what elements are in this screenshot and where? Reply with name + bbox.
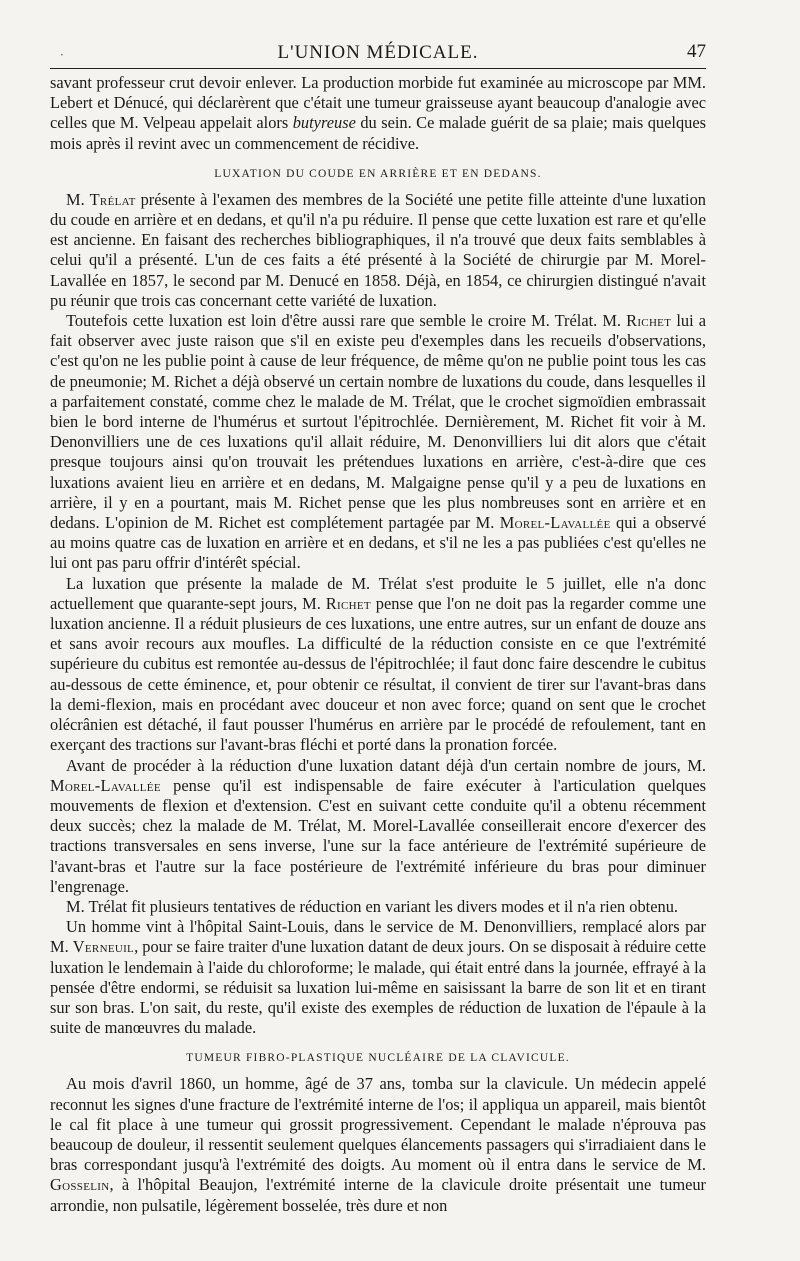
paragraph: Au mois d'avril 1860, un homme, âgé de 37 ans, tomba sur la clavicule. Un médecin appelé reconnut les signes d'une fracture de l'extrémité interne de l'os; il appliqua un appareil, mais bientôt le cal fit place à une tumeur qui grossit progressivement. Cependant le malade n'éprouva pas beaucoup de douleur, il ressentit seulement quelques élancements passagers qui s'irradiaient dans le bras correspondant jusqu'à l'extrémité des doigts. Au moment où il entra dans le service de M. Gosselin, à l'hôpital Beaujon, l'extrémité interne de la clavicule droite présentait une tumeur arrondie, non pulsatile, légèrement bosselée, très dure et non [50, 1074, 706, 1215]
paragraph: La luxation que présente la malade de M. Trélat s'est produite le 5 juillet, elle n'a donc actuellement que quarante-sept jours, M. Richet pense que l'on ne doit pas la regarder comme une luxation ancienne. Il a réduit plusieurs de ces luxations, une entre autres, sur un enfant de douze ans et sans avoir recours aux moufles. La difficulté de la réduction consiste en ce que l'extrémité supérieure du cubitus est remontée au-dessus de l'épitrochlée; il faut donc faire descendre le cubitus au-dessous de cette éminence, et, pour obtenir ce résultat, il convient de tirer sur l'avant-bras dans la demi-flexion, mais en procédant avec douceur et non avec force; quand on sent que le crochet olécrânien est détaché, il faut pousser l'humérus en arrière par le procédé de refoulement, tant en exerçant des tractions sur l'avant-bras fléchi et porté dans la pronation forcée. [50, 573, 706, 755]
section-heading-luxation: LUXATION DU COUDE EN ARRIÈRE ET EN DEDANS. [214, 167, 542, 180]
article-body [50, 73, 706, 1216]
running-header [50, 36, 706, 69]
journal-title: L'UNION MÉDICALE. [277, 42, 479, 63]
paragraph: savant professeur crut devoir enlever. La production morbide fut examinée au microscope par MM. Lebert et Dénucé, qui déclarèrent que c'était une tumeur graisseuse ayant beaucoup d'analogie avec celles que M. Velpeau appelait alors butyreuse du sein. Ce malade guérit de sa plaie; mais quelques mois après il revint avec un commencement de récidive. [50, 73, 706, 153]
paragraph: Avant de procéder à la réduction d'une luxation datant déjà d'un certain nombre de jours, M. Morel-Lavallée pense qu'il est indispensable de faire exécuter à l'articulation quelques mouvements de flexion et d'extension. C'est en suivant cette conduite qu'il a obtenu récemment deux succès; chez la malade de M. Trélat, M. Morel-Lavallée conseillerait encore d'exercer des tractions transversales en sens inverse, l'une sur la face antérieure de l'extrémité supérieure de l'avant-bras et l'autre sur la face postérieure de l'extrémité inférieure du bras pour diminuer l'engrenage. [50, 755, 706, 896]
paragraph: M. Trélat présente à l'examen des membres de la Société une petite fille atteinte d'une luxation du coude en arrière et en dedans, et qu'il n'a pu réduire. Il pense que cette luxation est rare et qu'elle est ancienne. En faisant des recherches bibliographiques, il n'a trouvé que deux faits semblables à celui qu'il a présenté. L'un de ces faits a été présenté à la Société de chirurgie par M. Morel-Lavallée en 1857, le second par M. Denucé en 1858. Déjà, en 1854, ce chirurgien distingué n'avait pu réunir que trois cas concernant cette variété de luxation. [50, 189, 706, 310]
page-number: 47 [687, 41, 706, 62]
header-dot: · [60, 48, 64, 62]
paragraph: Un homme vint à l'hôpital Saint-Louis, dans le service de M. Denonvilliers, remplacé alors par M. Verneuil, pour se faire traiter d'une luxation datant de deux jours. On se disposait à réduire cette luxation le lendemain à l'aide du chloroforme; le malade, qui était entré dans la journée, effrayé à la pensée d'être endormi, se réduisit sa luxation lui-même en saisissant la barre de son lit et en tirant sur son bras. L'on sait, du reste, qu'il existe des exemples de réduction de luxation de l'épaule à la suite de manœuvres du malade. [50, 917, 706, 1038]
section-heading-tumeur: TUMEUR FIBRO-PLASTIQUE NUCLÉAIRE DE LA CLAVICULE. [186, 1052, 570, 1065]
paragraph: M. Trélat fit plusieurs tentatives de réduction en variant les divers modes et il n'a rien obtenu. [66, 896, 678, 916]
paragraph: Toutefois cette luxation est loin d'être aussi rare que semble le croire M. Trélat. M. Richet lui a fait observer avec juste raison que s'il en existe peu d'exemples dans les recueils d'observations, c'est qu'on ne les publie point à cause de leur fréquence, de même qu'on ne publie point tous les cas de pneumonie; M. Richet a déjà observé un certain nombre de luxations du coude, dans lesquelles il a parfaitement constaté, comme chez le malade de M. Trélat, que le crochet sigmoïdien embrassait bien le bord interne de l'humérus et surtout l'épitrochlée. Dernièrement, M. Richet fit voir à M. Denonvilliers une de ces luxations qu'il allait réduire, M. Denonvilliers lui dit alors que c'était presque toujours ainsi qu'on trouvait les prétendues luxations en arrière, c'est-à-dire que ces luxations avaient lieu en arrière et en dedans, M. Malgaigne pense qu'il y a peu de luxations en arrière, il y en a pourtant, mais M. Richet pense que les plus nombreuses sont en arrière et en dedans. L'opinion de M. Richet est complétement partagée par M. Morel-Lavallée qui a observé au moins quatre cas de luxation en arrière et en dedans, et s'il ne les a pas publiées c'est qu'elles ne lui ont pas paru offrir d'intérêt spécial. [50, 311, 706, 573]
